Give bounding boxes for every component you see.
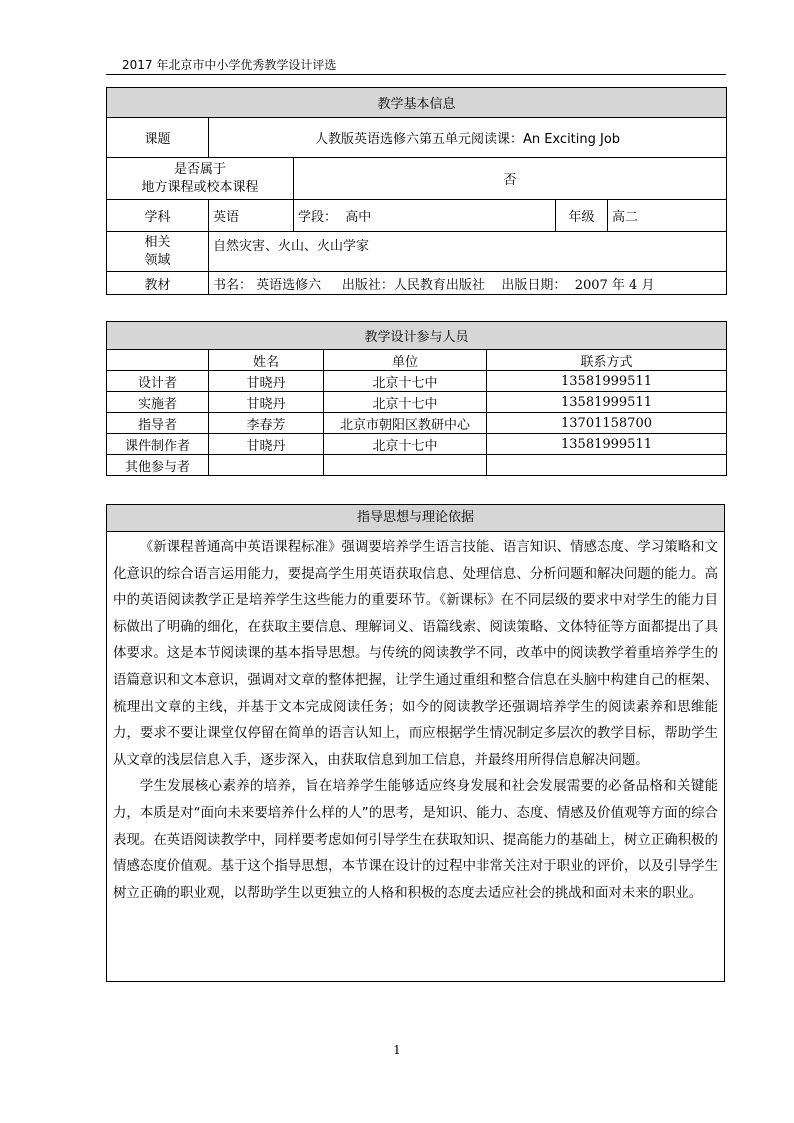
field-value: 自然灾害、火山、火山学家 <box>209 232 727 272</box>
field-label-line1: 相关 <box>144 234 171 250</box>
name-cell: 甘晓丹 <box>209 371 324 392</box>
column-header-unit: 单位 <box>324 350 487 371</box>
contact-cell: 13701158700 <box>487 413 727 434</box>
role-cell: 其他参与者 <box>107 455 209 476</box>
grade-label: 年级 <box>556 200 608 232</box>
stage-value: 高中 <box>345 210 372 225</box>
unit-cell: 北京十七中 <box>324 434 487 455</box>
field-label-line2: 领域 <box>144 252 171 268</box>
textbook-info <box>209 272 727 295</box>
local-course-label-line1: 是否属于 <box>173 161 226 177</box>
participants-corner <box>107 350 209 371</box>
subject-label: 学科 <box>107 200 209 232</box>
page-header: 2017 年北京市中小学优秀教学设计评选 <box>122 58 337 72</box>
guidance-title: 指导思想与理论依据 <box>107 505 724 532</box>
guidance-paragraph: 学生发展核心素养的培养，旨在培养学生能够适应终身发展和社会发展需要的必备品格和关键能力，本质是对“面向未来要培养什么样的人”的思考，是知识、能力、态度、情感及价值观等方面的综合表现。在英语阅读教学中，同样要考虑如何引导学生在获取知识、提高能力的基础上，树立正确积极的情感态度价值观。基于这个指导思想，本节课在设计的过程中非常关注对于职业的评价，以及引导学生树立正确的职业观，以帮助学生以更独立的人格和积极的态度去适应社会的挑战和面对未来的职业。 <box>113 779 718 901</box>
pub-date: 2007 年 4 月 <box>574 277 655 293</box>
table-row <box>107 455 727 476</box>
role-cell: 实施者 <box>107 392 209 413</box>
guidance-paragraph: 《新课程普通高中英语课程标准》强调要培养学生语言技能、语言知识、情感态度、学习策略和文化意识的综合语言运用能力，要提高学生用英语获取信息、处理信息、分析问题和解决问题的能力。高中的英语阅读教学正是培养学生这些能力的重要环节。《新课标》在不同层级的要求中对学生的能力目标做出了明确的细化，在获取主要信息、理解词义、语篇线索、阅读策略、文体特征等方面都提出了具体要求。这是本节阅读课的基本指导思想。与传统的阅读教学不同，改革中的阅读教学着重培养学生的语篇意识和文本意识，强调对文章的整体把握，让学生通过重组和整合信息在头脑中构建自己的框架、梳理出文章的主线，并基于文本完成阅读任务；如今的阅读教学还强调培养学生的阅读素养和思维能力，要求不要让课堂仅停留在简单的语言认知上，而应根据学生情况制定多层次的教学目标，帮助学生从文章的浅层信息入手，逐步深入，由获取信息到加工信息，并最终用所得信息解决问题。 <box>113 540 718 768</box>
basic-info-title: 教学基本信息 <box>107 88 727 118</box>
stage-label: 学段： <box>298 210 338 225</box>
name-cell: 甘晓丹 <box>209 434 324 455</box>
unit-cell: 北京十七中 <box>324 392 487 413</box>
local-course-value: 否 <box>294 158 727 200</box>
table-row <box>107 371 727 392</box>
column-header-name: 姓名 <box>209 350 324 371</box>
unit-cell: 北京十七中 <box>324 371 487 392</box>
participants-title: 教学设计参与人员 <box>107 322 727 350</box>
name-cell: 甘晓丹 <box>209 392 324 413</box>
subject-value: 英语 <box>209 200 294 232</box>
publisher-label: 出版社： <box>341 277 394 293</box>
book-name: 英语选修六 <box>256 277 322 293</box>
local-course-label <box>107 158 294 200</box>
name-cell <box>209 455 324 476</box>
guidance-body <box>107 532 724 907</box>
table-row <box>107 413 727 434</box>
unit-cell <box>324 455 487 476</box>
header-rule <box>106 74 726 75</box>
textbook-label: 教材 <box>107 272 209 295</box>
book-name-label: 书名： <box>213 277 253 293</box>
role-cell: 设计者 <box>107 371 209 392</box>
topic-label: 课题 <box>107 118 209 158</box>
topic-value: 人教版英语选修六第五单元阅读课：An Exciting Job <box>209 118 727 158</box>
role-cell: 指导者 <box>107 413 209 434</box>
unit-cell: 北京市朝阳区教研中心 <box>324 413 487 434</box>
pub-date-label: 出版日期： <box>501 277 567 293</box>
publisher: 人民教育出版社 <box>393 277 485 293</box>
local-course-label-line2: 地方课程或校本课程 <box>141 179 259 195</box>
name-cell: 李春芳 <box>209 413 324 434</box>
contact-cell: 13581999511 <box>487 392 727 413</box>
role-cell: 课件制作者 <box>107 434 209 455</box>
field-label <box>107 232 209 272</box>
contact-cell: 13581999511 <box>487 371 727 392</box>
basic-info-table <box>106 87 727 295</box>
table-row <box>107 392 727 413</box>
participants-table <box>106 321 727 476</box>
column-header-contact: 联系方式 <box>487 350 727 371</box>
contact-cell <box>487 455 727 476</box>
grade-value: 高二 <box>608 200 727 232</box>
guidance-section <box>106 504 725 982</box>
table-row <box>107 434 727 455</box>
stage-cell <box>294 200 556 232</box>
contact-cell: 13581999511 <box>487 434 727 455</box>
page-number: 1 <box>393 1043 401 1057</box>
